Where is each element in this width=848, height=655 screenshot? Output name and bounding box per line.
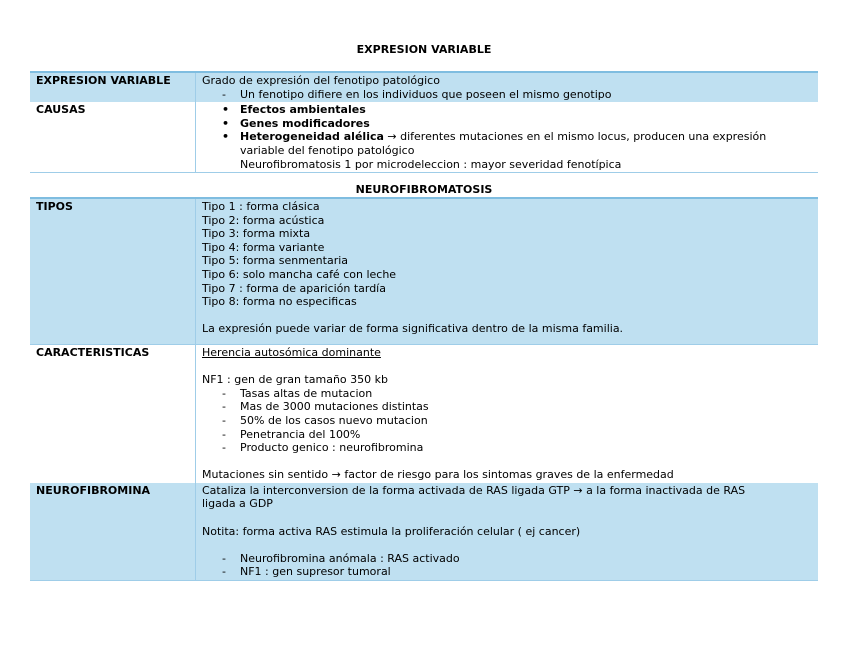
section-title-neuro: NEUROFIBROMATOSIS	[355, 183, 493, 196]
row-neurofibromina	[30, 483, 818, 581]
causa-note: Neurofibromatosis 1 por microdeleccion : mayor severidad fenotípica	[240, 157, 622, 171]
value-tipos	[196, 199, 818, 344]
row-caracteristicas	[30, 345, 818, 483]
value-expresion	[196, 73, 818, 102]
mutaciones-text: Mutaciones sin sentido → factor de riesgo para los sintomas graves de la enfermedad	[202, 468, 674, 482]
nf1-text: NF1 : gen de gran tamaño 350 kb	[202, 373, 388, 387]
row-tipos	[30, 197, 818, 345]
neurofibromina-item: - NF1 : gen supresor tumoral	[202, 565, 812, 579]
neuro-table	[30, 197, 818, 581]
tipo-item: Tipo 2: forma acústica	[202, 213, 325, 227]
tipo-item: Tipo 4: forma variante	[202, 240, 325, 254]
caracteristica-item: - Mas de 3000 mutaciones distintas	[202, 400, 812, 414]
tipo-item: Tipo 5: forma senmentaria	[202, 254, 349, 268]
label-caracteristicas: CARACTERISTICAS	[30, 345, 196, 483]
caracteristica-item: - Producto genico : neurofibromina	[202, 441, 812, 455]
tipo-item: Tipo 7 : forma de aparición tardía	[202, 281, 386, 295]
tipos-note: La expresión puede variar de forma significativa dentro de la misma familia.	[202, 322, 624, 336]
caracteristica-item: - Tasas altas de mutacion	[202, 387, 812, 401]
herencia-text: Herencia autosómica dominante	[202, 345, 381, 359]
neurofibromina-line2: ligada a GDP	[202, 497, 273, 511]
tipo-item: Tipo 1 : forma clásica	[202, 200, 320, 213]
caracteristica-item: - 50% de los casos nuevo mutacion	[202, 414, 812, 428]
value-causas	[196, 102, 818, 172]
causa-item: • Genes modificadores	[222, 116, 370, 130]
page-title: EXPRESION VARIABLE	[356, 43, 492, 56]
value-neurofibromina	[196, 483, 818, 580]
expresion-bullet: - Un fenotipo difiere en los individuos que poseen el mismo genotipo	[202, 88, 812, 102]
neurofibromina-line1: Cataliza la interconversion de la forma activada de RAS ligada GTP → a la forma inactivada de RAS	[202, 483, 746, 497]
row-causas	[30, 102, 818, 173]
label-expresion: EXPRESION VARIABLE	[30, 73, 196, 102]
expresion-table	[30, 71, 818, 173]
row-expresion	[30, 71, 818, 102]
label-causas: CAUSAS	[30, 102, 196, 172]
expresion-text: Grado de expresión del fenotipo patológico	[202, 74, 440, 87]
tipo-item: Tipo 8: forma no especificas	[202, 295, 357, 309]
notita-text: Notita: forma activa RAS estimula la proliferación celular ( ej cancer)	[202, 524, 581, 538]
label-neurofibromina: NEUROFIBROMINA	[30, 483, 196, 580]
tipo-item: Tipo 6: solo mancha café con leche	[202, 267, 397, 281]
value-caracteristicas	[196, 345, 818, 483]
causa-continuation: variable del fenotipo patológico	[240, 143, 415, 157]
neurofibromina-item: - Neurofibromina anómala : RAS activado	[202, 552, 812, 566]
tipo-item: Tipo 3: forma mixta	[202, 227, 311, 241]
causa-item: • Efectos ambientales	[222, 103, 366, 117]
caracteristica-item: - Penetrancia del 100%	[202, 428, 812, 442]
causa-item: • Heterogeneidad alélica → diferentes mutaciones en el mismo locus, producen una expresión	[222, 130, 767, 144]
label-tipos: TIPOS	[30, 199, 196, 344]
